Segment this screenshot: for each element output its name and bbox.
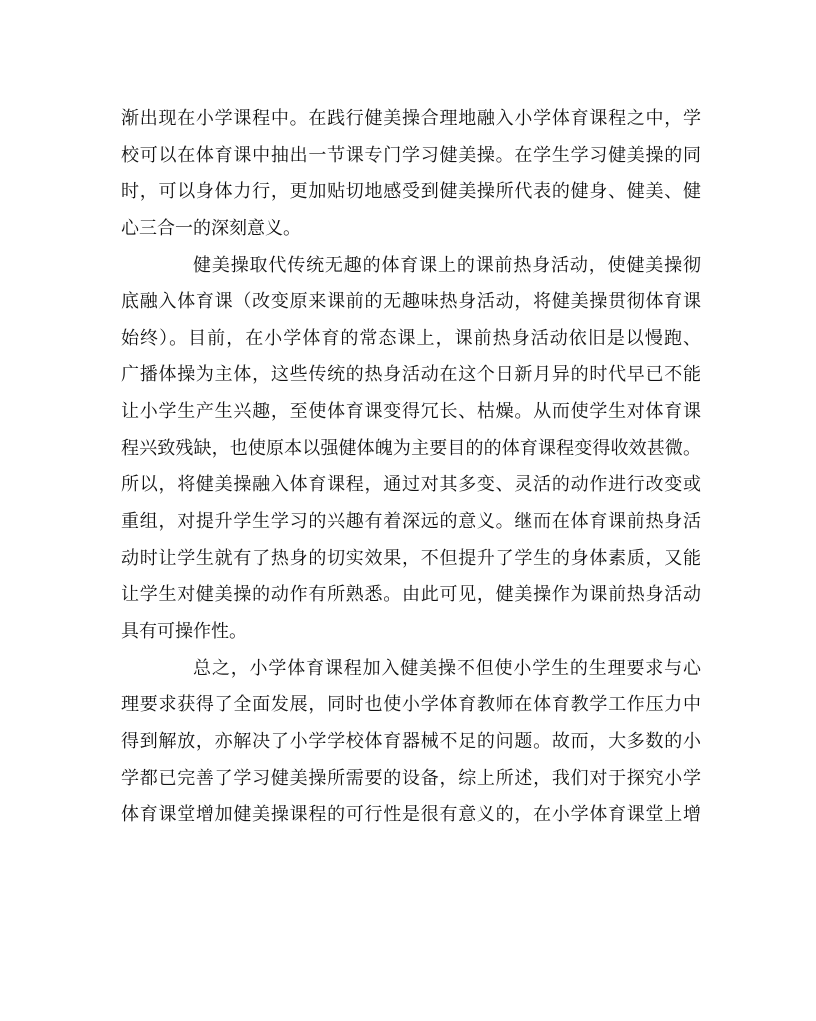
paragraph-2-line-2: 底融入体育课（改变原来课前的无趣味热身活动，将健美操贯彻体育课 <box>121 291 701 313</box>
paragraph-2-line-5: 让小学生产生兴趣，至使体育课变得冗长、枯燥。从而使学生对体育课 <box>121 401 701 423</box>
body-text <box>121 101 701 834</box>
paragraph-2-line-7: 所以，将健美操融入体育课程，通过对其多变、灵活的动作进行改变或 <box>121 474 701 496</box>
paragraph-1-line-4: 心三合一的深刻意义。 <box>121 217 301 239</box>
paragraph-3-line-4: 学都已完善了学习健美操所需要的设备，综上所述，我们对于探究小学 <box>121 767 701 789</box>
paragraph-1-line-2: 校可以在体育课中抽出一节课专门学习健美操。在学生学习健美操的同 <box>121 144 701 166</box>
paragraph-3-line-5: 体育课堂增加健美操课程的可行性是很有意义的，在小学体育课堂上增 <box>121 804 701 826</box>
paragraph-2-line-11: 具有可操作性。 <box>121 620 247 642</box>
paragraph-2-line-9: 动时让学生就有了热身的切实效果，不但提升了学生的身体素质，又能 <box>121 547 701 569</box>
paragraph-2-line-6: 程兴致残缺，也使原本以强健体魄为主要目的的体育课程变得收效甚微。 <box>121 437 701 459</box>
paragraph-3-line-3: 得到解放，亦解决了小学学校体育器械不足的问题。故而，大多数的小 <box>121 730 701 752</box>
paragraph-1-line-3: 时，可以身体力行，更加贴切地感受到健美操所代表的健身、健美、健 <box>121 181 701 203</box>
paragraph-3-line-1: 总之，小学体育课程加入健美操不但使小学生的生理要求与心 <box>193 657 701 679</box>
paragraph-3-line-2: 理要求获得了全面发展，同时也使小学体育教师在体育教学工作压力中 <box>121 694 701 716</box>
paragraph-1-line-1: 渐出现在小学课程中。在践行健美操合理地融入小学体育课程之中，学 <box>121 108 701 129</box>
paragraph-2-line-1: 健美操取代传统无趣的体育课上的课前热身活动，使健美操彻 <box>193 254 701 276</box>
paragraph-2-line-4: 广播体操为主体，这些传统的热身活动在这个日新月异的时代早已不能 <box>121 364 701 386</box>
paragraph-2-line-10: 让学生对健美操的动作有所熟悉。由此可见，健美操作为课前热身活动 <box>121 584 701 606</box>
paragraph-2-line-8: 重组，对提升学生学习的兴趣有着深远的意义。继而在体育课前热身活 <box>121 511 701 533</box>
paragraph-2-line-3: 始终）。目前，在小学体育的常态课上，课前热身活动依旧是以慢跑、 <box>121 327 701 349</box>
